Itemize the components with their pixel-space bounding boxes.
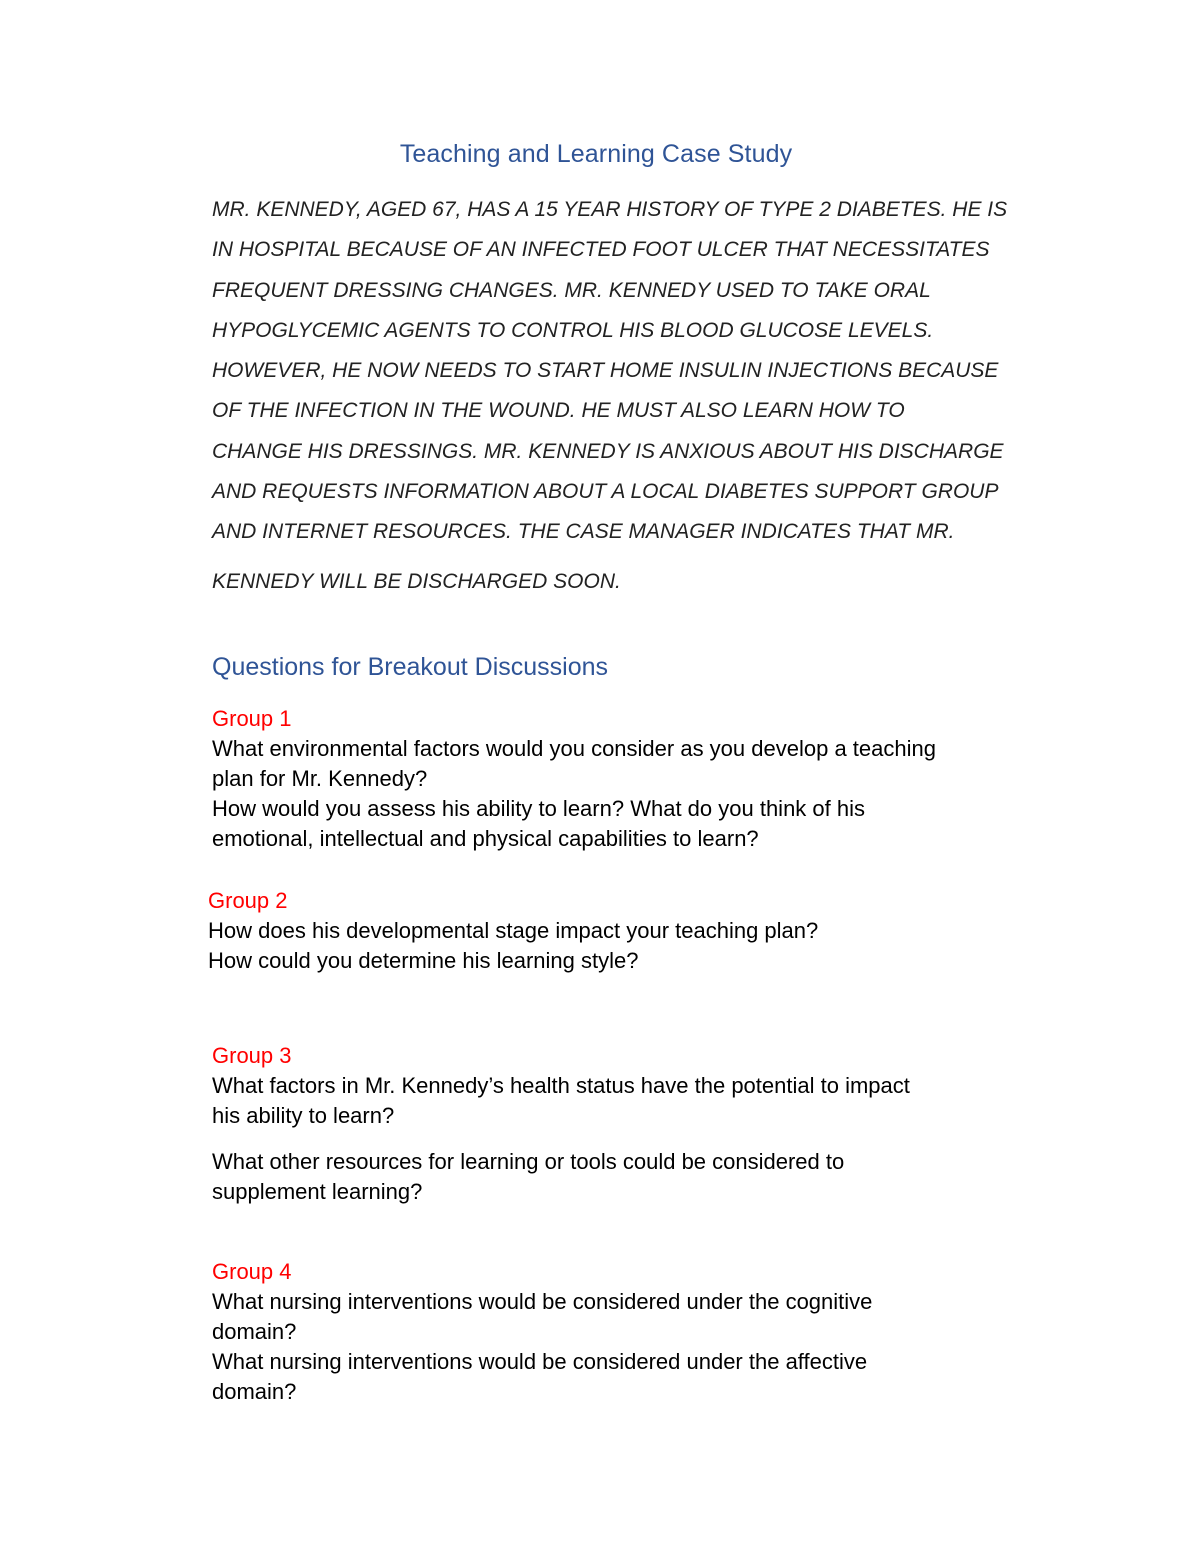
document-title: Teaching and Learning Case Study [399, 140, 793, 168]
question-line: What nursing interventions would be considered under the affective [212, 1349, 868, 1374]
question-line: emotional, intellectual and physical capabilities to learn? [212, 826, 759, 851]
group-label: Group 2 [208, 888, 288, 913]
group-label: Group 1 [212, 706, 292, 731]
group-1-block [212, 704, 1092, 854]
question-line: How could you determine his learning style? [208, 948, 639, 973]
case-line: HYPOGLYCEMIC AGENTS TO CONTROL HIS BLOOD GLUCOSE LEVELS. [212, 318, 934, 342]
group-4-block [212, 1257, 1092, 1407]
case-line: AND REQUESTS INFORMATION ABOUT A LOCAL DIABETES SUPPORT GROUP [212, 480, 999, 504]
question-line: his ability to learn? [212, 1103, 395, 1128]
group-3-block [212, 1041, 1092, 1207]
group-label: Group 3 [212, 1043, 292, 1068]
question-line: domain? [212, 1319, 297, 1344]
case-line: IN HOSPITAL BECAUSE OF AN INFECTED FOOT ULCER THAT NECESSITATES [212, 238, 990, 262]
question-line: How does his developmental stage impact your teaching plan? [208, 918, 819, 943]
case-line: OF THE INFECTION IN THE WOUND. HE MUST ALSO LEARN HOW TO [212, 399, 905, 423]
case-description [212, 190, 1082, 602]
group-2-block [208, 886, 1088, 976]
section-heading: Questions for Breakout Discussions [212, 653, 609, 681]
case-line: MR. KENNEDY, AGED 67, HAS A 15 YEAR HISTORY OF TYPE 2 DIABETES. HE IS [212, 198, 1008, 221]
question-line: What nursing interventions would be considered under the cognitive [212, 1289, 873, 1314]
case-line: AND INTERNET RESOURCES. THE CASE MANAGER INDICATES THAT MR. [212, 520, 955, 544]
case-line: KENNEDY WILL BE DISCHARGED SOON. [212, 569, 621, 593]
case-line: CHANGE HIS DRESSINGS. MR. KENNEDY IS ANXIOUS ABOUT HIS DISCHARGE [212, 439, 1004, 463]
question-line: What environmental factors would you consider as you develop a teaching [212, 736, 936, 761]
question-line: domain? [212, 1379, 297, 1404]
group-label: Group 4 [212, 1259, 292, 1284]
case-line: FREQUENT DRESSING CHANGES. MR. KENNEDY USED TO TAKE ORAL [212, 278, 931, 302]
question-line: How would you assess his ability to learn? What do you think of his [212, 796, 865, 821]
case-line: HOWEVER, HE NOW NEEDS TO START HOME INSULIN INJECTIONS BECAUSE [212, 359, 999, 383]
question-line: supplement learning? [212, 1179, 423, 1204]
question-line: What other resources for learning or tools could be considered to [212, 1149, 845, 1174]
question-line: What factors in Mr. Kennedy’s health status have the potential to impact [212, 1073, 910, 1098]
question-line: plan for Mr. Kennedy? [212, 766, 428, 791]
